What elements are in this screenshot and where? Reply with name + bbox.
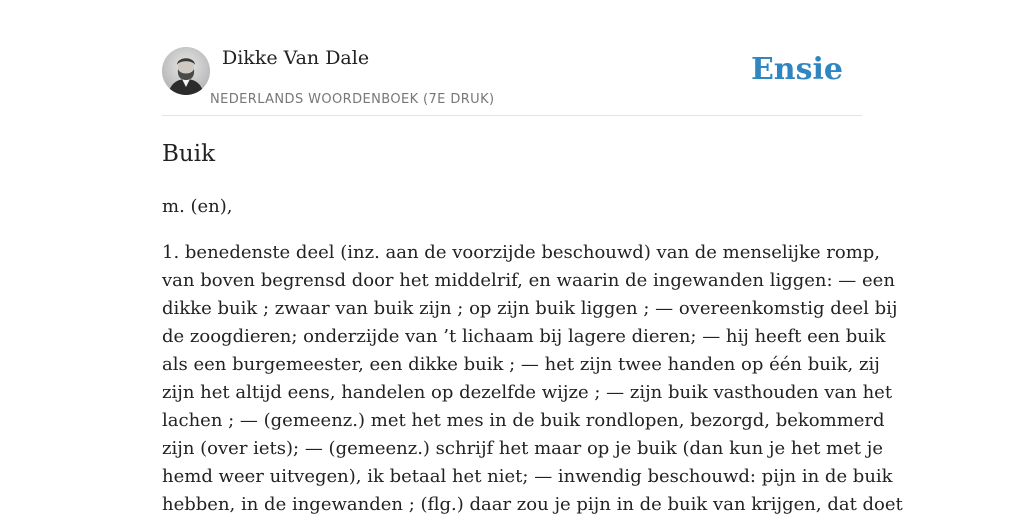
brand-logo[interactable]: Ensie bbox=[750, 52, 843, 87]
definition-line: hemd weer uitvegen), ik betaal het niet; — inwendig beschouwd: pijn in de buik bbox=[162, 466, 893, 487]
definition-line: zijn het altijd eens, handelen op dezelfde wijze ; — zijn buik vasthouden van het bbox=[162, 382, 893, 403]
source-label: NEDERLANDS WOORDENBOEK (7E DRUK) bbox=[210, 92, 495, 107]
entry-grammar: m. (en), bbox=[162, 196, 233, 217]
entry-definition bbox=[162, 239, 903, 519]
definition-line: lachen ; — (gemeenz.) met het mes in de buik rondlopen, bezorgd, bekommerd bbox=[162, 410, 885, 431]
definition-line: hebben, in de ingewanden ; (flg.) daar zou je pijn in de buik van krijgen, dat doet bbox=[162, 494, 903, 515]
definition-line: dikke buik ; zwaar van buik zijn ; op zijn buik liggen ; — overeenkomstig deel bij bbox=[162, 298, 898, 319]
header bbox=[162, 0, 862, 116]
definition-line: 1. benedenste deel (inz. aan de voorzijde beschouwd) van de menselijke romp, bbox=[162, 242, 881, 263]
definition-line: zijn (over iets); — (gemeenz.) schrijf het maar op je buik (dan kun je het met je bbox=[162, 438, 883, 459]
page-container bbox=[162, 0, 903, 515]
definition-line: de zoogdieren; onderzijde van ’t lichaam bij lagere dieren; — hij heeft een buik bbox=[162, 326, 886, 347]
avatar[interactable] bbox=[162, 47, 210, 95]
author-name[interactable]: Dikke Van Dale bbox=[222, 47, 370, 69]
definition-line: als een burgemeester, een dikke buik ; — het zijn twee handen op één buik, zij bbox=[162, 354, 880, 375]
definition-line: van boven begrensd door het middelrif, en waarin de ingewanden liggen: — een bbox=[162, 270, 895, 291]
author-portrait-icon bbox=[162, 47, 210, 95]
entry-title: Buik bbox=[162, 141, 216, 167]
